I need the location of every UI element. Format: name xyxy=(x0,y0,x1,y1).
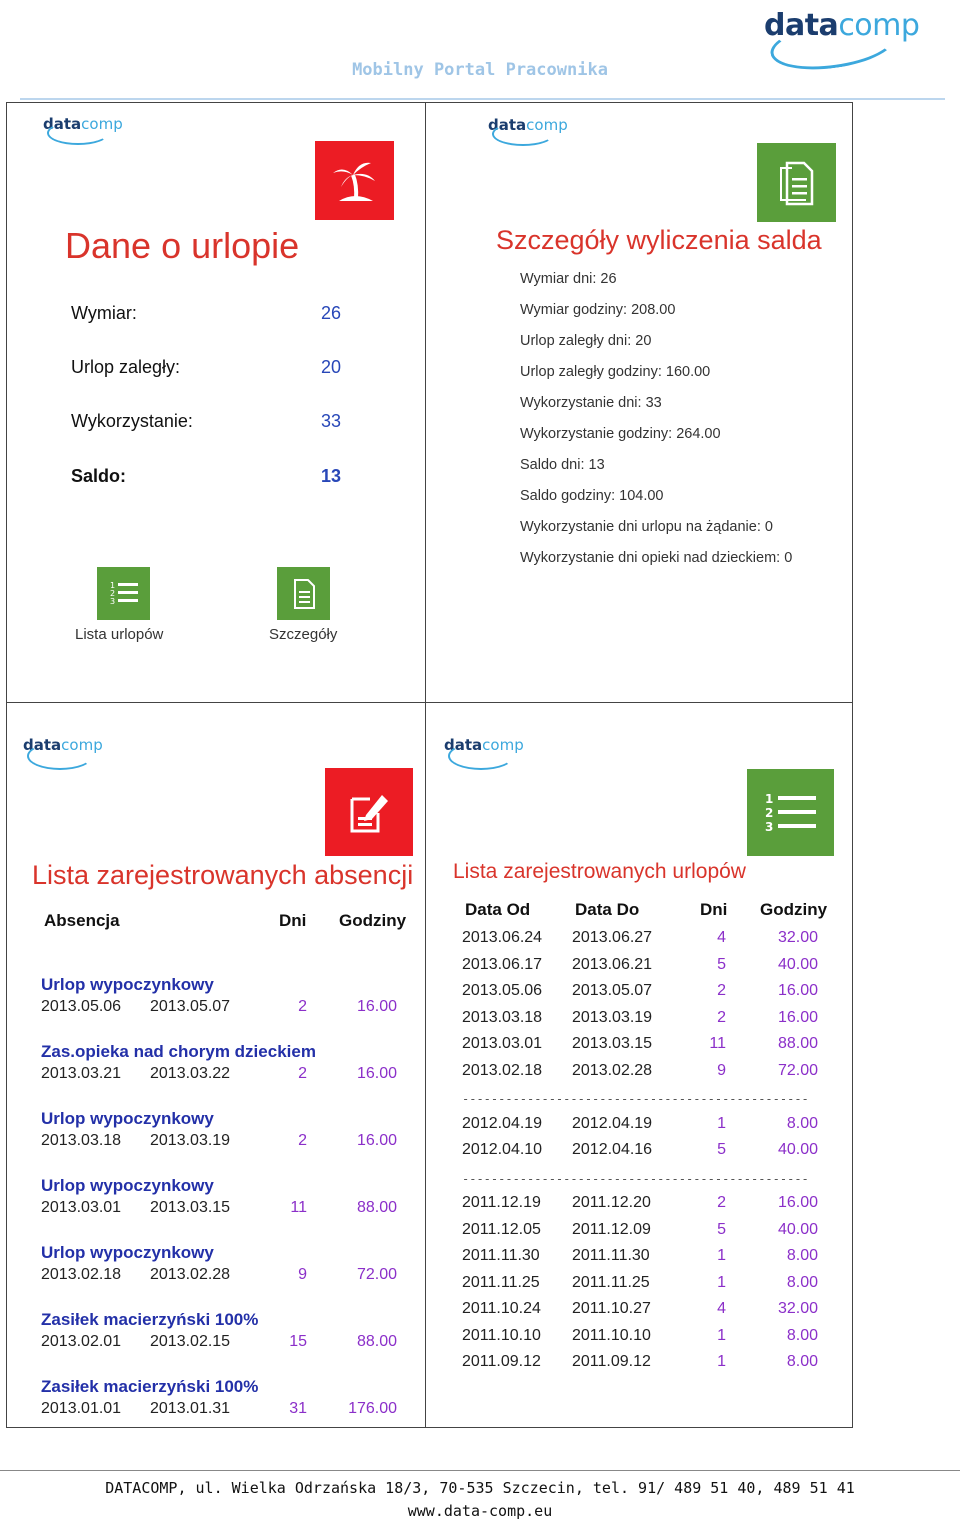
leave-hours: 40.00 xyxy=(777,955,818,973)
page-title: Lista zarejestrowanych absencji xyxy=(32,860,414,890)
leave-date-to: 2012.04.16 xyxy=(572,1141,653,1158)
leave-hours: 40.00 xyxy=(777,1220,818,1238)
absence-hours: 72.00 xyxy=(356,1266,397,1283)
detail-line: Wykorzystanie dni: 33 xyxy=(520,395,662,411)
balance-details-panel xyxy=(425,102,853,704)
leave-hours: 72.00 xyxy=(777,1061,818,1079)
label-urlop-zalegly: Urlop zaległy: xyxy=(71,357,181,377)
absence-hours: 16.00 xyxy=(356,1065,397,1082)
leave-date-to: 2013.06.27 xyxy=(572,929,653,946)
leave-date-from: 2011.12.05 xyxy=(462,1220,541,1238)
header-divider xyxy=(20,98,945,100)
leave-date-from: 2013.03.18 xyxy=(462,1008,543,1026)
absence-name: Zasiłek macierzyński 100% xyxy=(41,1310,259,1329)
page-title: Lista zarejestrowanych urlopów xyxy=(453,860,746,883)
panel-logo: datacomp xyxy=(23,736,103,754)
absence-date-to: 2013.02.15 xyxy=(150,1333,231,1350)
page-subtitle: Mobilny Portal Pracownika xyxy=(352,60,608,80)
value-wykorzystanie: 33 xyxy=(321,411,342,431)
svg-text:3: 3 xyxy=(109,596,115,606)
leave-hours: 32.00 xyxy=(777,929,818,946)
leave-days: 1 xyxy=(717,1247,726,1264)
absence-date-from: 2013.02.01 xyxy=(41,1333,122,1350)
absence-date-from: 2013.03.21 xyxy=(41,1065,122,1082)
leave-date-to: 2011.11.30 xyxy=(572,1247,650,1264)
leave-hours: 88.00 xyxy=(777,1035,818,1052)
leave-days: 5 xyxy=(717,1220,726,1238)
leave-date-from: 2011.10.10 xyxy=(462,1326,541,1344)
leave-days: 5 xyxy=(717,1141,726,1158)
absence-date-from: 2013.05.06 xyxy=(41,998,122,1015)
absences-panel xyxy=(6,702,426,1428)
leave-hours: 16.00 xyxy=(777,1008,818,1026)
svg-text:3: 3 xyxy=(764,819,773,834)
svg-text:1: 1 xyxy=(109,580,115,590)
leave-days: 2 xyxy=(717,982,726,999)
absence-date-from: 2013.03.01 xyxy=(41,1199,122,1216)
leave-date-from: 2013.03.01 xyxy=(462,1035,543,1052)
label-saldo: Saldo: xyxy=(71,466,127,486)
panel-logo: datacomp xyxy=(488,116,568,134)
detail-line: Wykorzystanie dni opieki nad dzieckiem: 0 xyxy=(520,550,793,566)
column-header-days: Dni xyxy=(279,911,307,930)
absence-date-to: 2013.05.07 xyxy=(150,998,231,1015)
leave-data-panel xyxy=(6,102,426,704)
details-label[interactable]: Szczegóły xyxy=(269,626,338,643)
absence-days: 2 xyxy=(298,1065,307,1082)
footer-divider xyxy=(0,1470,960,1471)
leave-date-from: 2011.11.30 xyxy=(462,1247,540,1264)
leave-date-from: 2013.06.24 xyxy=(462,929,543,946)
leave-date-from: 2013.02.18 xyxy=(462,1061,543,1079)
leave-date-from: 2013.06.17 xyxy=(462,955,543,973)
leave-days: 1 xyxy=(717,1326,726,1344)
value-wymiar: 26 xyxy=(321,303,342,323)
leave-date-from: 2012.04.19 xyxy=(462,1114,543,1132)
detail-line: Wymiar godziny: 208.00 xyxy=(520,302,676,318)
leave-days: 1 xyxy=(717,1353,726,1370)
leave-hours: 8.00 xyxy=(786,1326,818,1344)
leaves-list-panel xyxy=(425,702,853,1428)
footer-address: DATACOMP, ul. Wielka Odrzańska 18/3, 70-535 Szczecin, tel. 91/ 489 51 40, 489 51 41 xyxy=(105,1479,855,1497)
absence-date-from: 2013.03.18 xyxy=(41,1132,122,1149)
leave-date-to: 2011.10.10 xyxy=(572,1326,651,1344)
detail-line: Urlop zaległy dni: 20 xyxy=(520,333,652,349)
leave-days: 2 xyxy=(717,1194,726,1211)
leave-days: 1 xyxy=(717,1114,726,1132)
footer-url[interactable]: www.data-comp.eu xyxy=(407,1502,553,1520)
absence-days: 2 xyxy=(298,998,307,1015)
column-header-days: Dni xyxy=(700,900,728,919)
leave-days: 9 xyxy=(717,1061,726,1079)
absence-name: Urlop wypoczynkowy xyxy=(41,1109,214,1128)
leave-date-from: 2012.04.10 xyxy=(462,1141,543,1158)
column-header-to: Data Do xyxy=(575,900,640,919)
panel-logo: datacomp xyxy=(43,115,123,133)
label-wymiar: Wymiar: xyxy=(71,303,137,323)
leave-days: 2 xyxy=(717,1008,726,1026)
leave-date-from: 2011.09.12 xyxy=(462,1353,541,1370)
leave-days: 5 xyxy=(717,955,726,973)
absence-date-to: 2013.03.19 xyxy=(150,1132,231,1149)
leave-date-to: 2013.02.28 xyxy=(572,1061,653,1079)
details-button[interactable] xyxy=(277,567,330,620)
absence-date-to: 2013.03.22 xyxy=(150,1065,231,1082)
numbered-list-icon xyxy=(107,577,141,611)
leave-hours: 16.00 xyxy=(777,982,818,999)
leave-date-from: 2013.05.06 xyxy=(462,982,543,999)
leave-date-to: 2013.05.07 xyxy=(572,982,653,999)
detail-line: Wymiar dni: 26 xyxy=(520,271,617,287)
absence-hours: 176.00 xyxy=(348,1400,397,1417)
absence-hours: 16.00 xyxy=(356,998,397,1015)
group-separator: ------------------------------------------------ xyxy=(462,1092,809,1106)
leave-days: 4 xyxy=(717,1300,726,1317)
leave-hours: 16.00 xyxy=(777,1194,818,1211)
absence-days: 9 xyxy=(298,1266,307,1283)
list-leaves-button[interactable] xyxy=(97,567,150,620)
value-urlop-zalegly: 20 xyxy=(321,357,342,377)
leave-date-to: 2012.04.19 xyxy=(572,1114,653,1132)
document-icon xyxy=(289,577,319,611)
page-title: Dane o urlopie xyxy=(65,225,300,266)
leave-days: 4 xyxy=(717,929,726,946)
leave-date-to: 2013.03.19 xyxy=(572,1008,653,1026)
absence-date-to: 2013.02.28 xyxy=(150,1266,231,1283)
leave-hours: 8.00 xyxy=(786,1114,818,1132)
list-leaves-label[interactable]: Lista urlopów xyxy=(75,626,164,643)
detail-line: Urlop zaległy godziny: 160.00 xyxy=(520,364,711,380)
absence-name: Zasiłek macierzyński 100% xyxy=(41,1377,259,1396)
absence-days: 2 xyxy=(298,1132,307,1149)
detail-line: Wykorzystanie dni urlopu na żądanie: 0 xyxy=(520,519,773,535)
leave-days: 11 xyxy=(709,1035,726,1052)
column-header-hours: Godziny xyxy=(339,911,407,930)
absence-name: Urlop wypoczynkowy xyxy=(41,975,214,994)
svg-text:2: 2 xyxy=(109,588,115,598)
absence-date-from: 2013.01.01 xyxy=(41,1400,122,1417)
value-saldo: 13 xyxy=(321,466,342,486)
leave-date-to: 2013.03.15 xyxy=(572,1035,653,1052)
detail-line: Saldo dni: 13 xyxy=(520,457,605,473)
leave-date-from: 2011.11.25 xyxy=(462,1273,540,1291)
svg-text:2: 2 xyxy=(764,805,773,820)
leave-hours: 32.00 xyxy=(777,1300,818,1317)
absence-days: 11 xyxy=(290,1199,307,1216)
absence-date-to: 2013.01.31 xyxy=(150,1400,231,1417)
absence-name: Urlop wypoczynkowy xyxy=(41,1176,214,1195)
column-header-from: Data Od xyxy=(465,900,531,919)
group-separator: ------------------------------------------------ xyxy=(462,1171,809,1186)
detail-line: Saldo godziny: 104.00 xyxy=(520,488,664,504)
page-title: Szczegóły wyliczenia salda xyxy=(496,225,822,255)
detail-line: Wykorzystanie godziny: 264.00 xyxy=(520,426,721,442)
leave-date-to: 2011.11.25 xyxy=(572,1273,650,1291)
header-logo: datacomp xyxy=(764,8,920,43)
column-header-absence: Absencja xyxy=(44,911,120,930)
leave-hours: 8.00 xyxy=(786,1353,818,1370)
leave-date-to: 2011.09.12 xyxy=(572,1353,651,1370)
palm-tree-icon xyxy=(315,141,394,220)
svg-text:1: 1 xyxy=(764,791,773,806)
absence-days: 15 xyxy=(289,1333,307,1350)
label-wykorzystanie: Wykorzystanie: xyxy=(71,411,193,431)
leave-hours: 40.00 xyxy=(777,1141,818,1158)
leave-date-to: 2011.10.27 xyxy=(572,1300,651,1317)
leave-date-from: 2011.12.19 xyxy=(462,1194,541,1211)
leave-date-from: 2011.10.24 xyxy=(462,1300,541,1317)
absence-days: 31 xyxy=(289,1400,307,1417)
column-header-hours: Godziny xyxy=(760,900,828,919)
leave-hours: 8.00 xyxy=(786,1273,818,1291)
leave-date-to: 2011.12.09 xyxy=(572,1220,651,1238)
absence-hours: 88.00 xyxy=(356,1199,397,1216)
leave-date-to: 2013.06.21 xyxy=(572,955,653,973)
absence-date-to: 2013.03.15 xyxy=(150,1199,231,1216)
panel-logo: datacomp xyxy=(444,736,524,754)
absence-hours: 88.00 xyxy=(356,1333,397,1350)
absence-date-from: 2013.02.18 xyxy=(41,1266,122,1283)
leave-hours: 8.00 xyxy=(786,1247,818,1264)
document-icon xyxy=(757,143,836,222)
edit-document-icon xyxy=(325,768,413,856)
absence-name: Urlop wypoczynkowy xyxy=(41,1243,214,1262)
absence-name: Zas.opieka nad chorym dzieckiem xyxy=(41,1042,316,1061)
absence-hours: 16.00 xyxy=(356,1132,397,1149)
leave-date-to: 2011.12.20 xyxy=(572,1194,651,1211)
leave-days: 1 xyxy=(717,1273,726,1291)
